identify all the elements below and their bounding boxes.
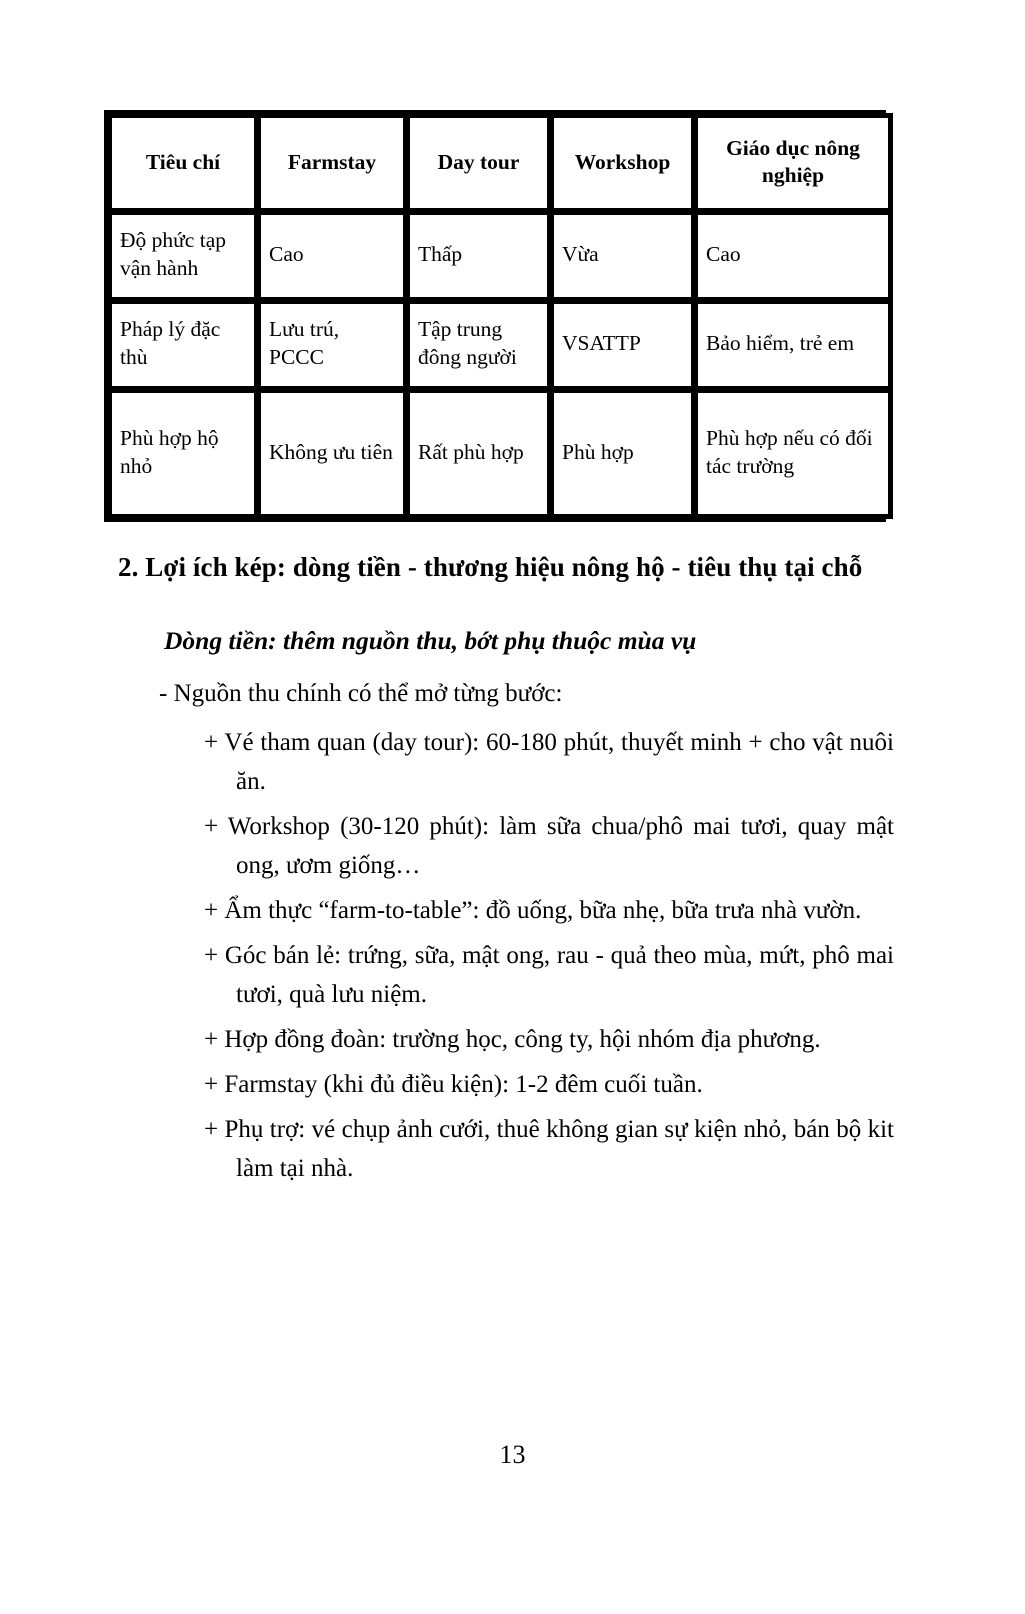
list-item: + Góc bán lẻ: trứng, sữa, mật ong, rau - quả theo mùa, mứt, phô mai tươi, quà lưu niệm.: [204, 941, 894, 1008]
table-row: [110, 302, 890, 388]
cell-workshop: Phù hợp: [552, 391, 693, 516]
table-row: [110, 213, 890, 299]
cell-day-tour: Tập trung đông người: [408, 302, 549, 388]
comparison-table-container: [104, 110, 886, 522]
cell-day-tour: Thấp: [408, 213, 549, 299]
cell-education: Cao: [696, 213, 890, 299]
table-header-education: Giáo dục nông nghiệp: [696, 116, 890, 210]
lead-paragraph: - Nguồn thu chính có thể mở từng bước:: [159, 680, 563, 708]
table-row: [110, 391, 890, 516]
cell-day-tour: Rất phù hợp: [408, 391, 549, 516]
cell-farmstay: Không ưu tiên: [259, 391, 405, 516]
list-item: + Ẩm thực “farm-to-table”: đồ uống, bữa nhẹ, bữa trưa nhà vườn.: [204, 896, 862, 924]
cell-criterion: Pháp lý đặc thù: [110, 302, 256, 388]
table-header-day-tour: Day tour: [408, 116, 549, 210]
table-header-farmstay: Farmstay: [259, 116, 405, 210]
table-header-criterion: Tiêu chí: [110, 116, 256, 210]
sub-heading: Dòng tiền: thêm nguồn thu, bớt phụ thuộc mùa vụ: [164, 625, 697, 655]
comparison-table: [107, 113, 893, 519]
cell-workshop: Vừa: [552, 213, 693, 299]
list-item: + Hợp đồng đoàn: trường học, công ty, hội nhóm địa phương.: [204, 1025, 821, 1053]
revenue-bullet-list: [104, 723, 894, 1188]
list-item: + Farmstay (khi đủ điều kiện): 1-2 đêm cuối tuần.: [204, 1070, 703, 1098]
list-item: + Vé tham quan (day tour): 60-180 phút, thuyết minh + cho vật nuôi ăn.: [204, 728, 894, 795]
body-content: [104, 548, 894, 1194]
cell-farmstay: Lưu trú, PCCC: [259, 302, 405, 388]
cell-workshop: VSATTP: [552, 302, 693, 388]
table-header-workshop: Workshop: [552, 116, 693, 210]
cell-farmstay: Cao: [259, 213, 405, 299]
section-heading: 2. Lợi ích kép: dòng tiền - thương hiệu nông hộ - tiêu thụ tại chỗ: [118, 552, 863, 582]
table-header-row: [110, 116, 890, 210]
page-number: 13: [499, 1440, 526, 1469]
cell-criterion: Phù hợp hộ nhỏ: [110, 391, 256, 516]
cell-education: Bảo hiểm, trẻ em: [696, 302, 890, 388]
cell-education: Phù hợp nếu có đối tác trường: [696, 391, 890, 516]
cell-criterion: Độ phức tạp vận hành: [110, 213, 256, 299]
list-item: + Phụ trợ: vé chụp ảnh cưới, thuê không gian sự kiện nhỏ, bán bộ kit làm tại nhà.: [204, 1115, 894, 1182]
list-item: + Workshop (30-120 phút): làm sữa chua/phô mai tươi, quay mật ong, ươm giống…: [204, 812, 894, 879]
